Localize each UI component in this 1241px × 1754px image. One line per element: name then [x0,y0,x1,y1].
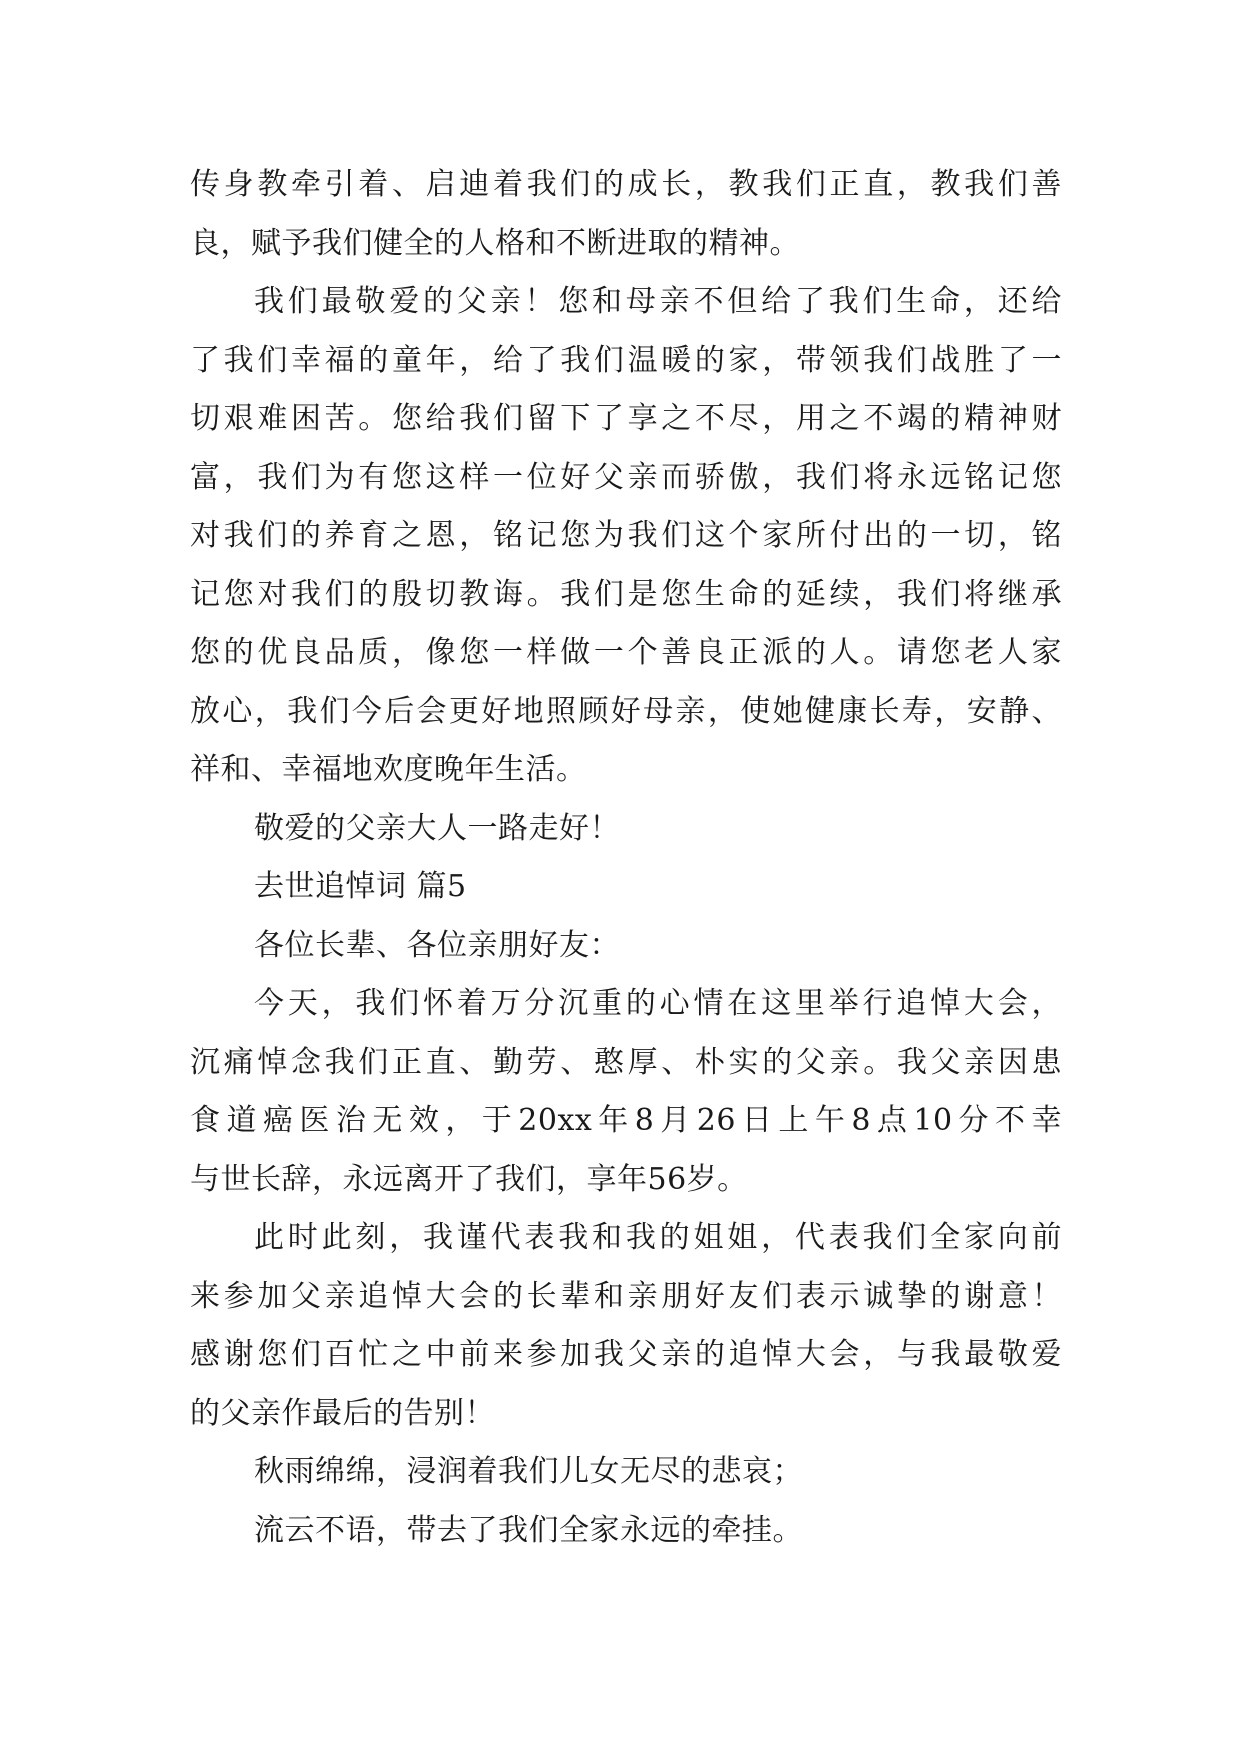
text-line: 感谢您们百忙之中前来参加我父亲的追悼大会，与我最敬爱 [190,1337,1062,1372]
text-line: 传身教牵引着、启迪着我们的成长，教我们正直，教我们善 [190,167,1062,202]
text-line: 与世长辞，永远离开了我们，享年56岁。 [190,1161,748,1197]
paragraph-start-line: 流云不语，带去了我们全家永远的牵挂。 [254,1512,803,1548]
salutation-line: 各位长辈、各位亲朋好友： [254,927,620,963]
text-line: 富，我们为有您这样一位好父亲而骄傲，我们将永远铭记您 [190,459,1062,495]
paragraph-start-line: 敬爱的父亲大人一路走好！ [254,810,620,846]
text-line: 来参加父亲追悼大会的长辈和亲朋好友们表示诚挚的谢意！ [190,1278,1062,1314]
text-line: 您的优良品质，像您一样做一个善良正派的人。请您老人家 [190,635,1062,670]
text-line: 良，赋予我们健全的人格和不断进取的精神。 [190,225,800,261]
paragraph-start-line: 今天，我们怀着万分沉重的心情在这里举行追悼大会， [254,986,1062,1021]
text-line: 切艰难困苦。您给我们留下了享之不尽，用之不竭的精神财 [190,401,1062,436]
paragraph-start-line: 我们最敬爱的父亲！您和母亲不但给了我们生命，还给 [254,284,1062,319]
paragraph-start-line: 秋雨绵绵，浸润着我们儿女无尽的悲哀； [254,1454,803,1489]
text-line: 沉痛悼念我们正直、勤劳、憨厚、朴实的父亲。我父亲因患 [190,1044,1062,1080]
text-line: 放心，我们今后会更好地照顾好母亲，使她健康长寿，安静、 [190,693,1062,729]
text-line: 记您对我们的殷切教诲。我们是您生命的延续，我们将继承 [190,576,1062,612]
text-line: 对我们的养育之恩，铭记您为我们这个家所付出的一切，铭 [190,518,1062,553]
paragraph-start-line: 此时此刻，我谨代表我和我的姐姐，代表我们全家向前 [254,1220,1062,1255]
section-heading: 去世追悼词 篇5 [254,869,467,904]
text-line: 的父亲作最后的告别！ [190,1395,495,1431]
text-line: 了我们幸福的童年，给了我们温暖的家，带领我们战胜了一 [190,342,1062,378]
text-line: 祥和、幸福地欢度晚年生活。 [190,752,587,787]
text-line: 食道癌医治无效，于20xx年8月26日上午8点10分不幸 [190,1103,1062,1138]
document-body [190,156,1062,1560]
